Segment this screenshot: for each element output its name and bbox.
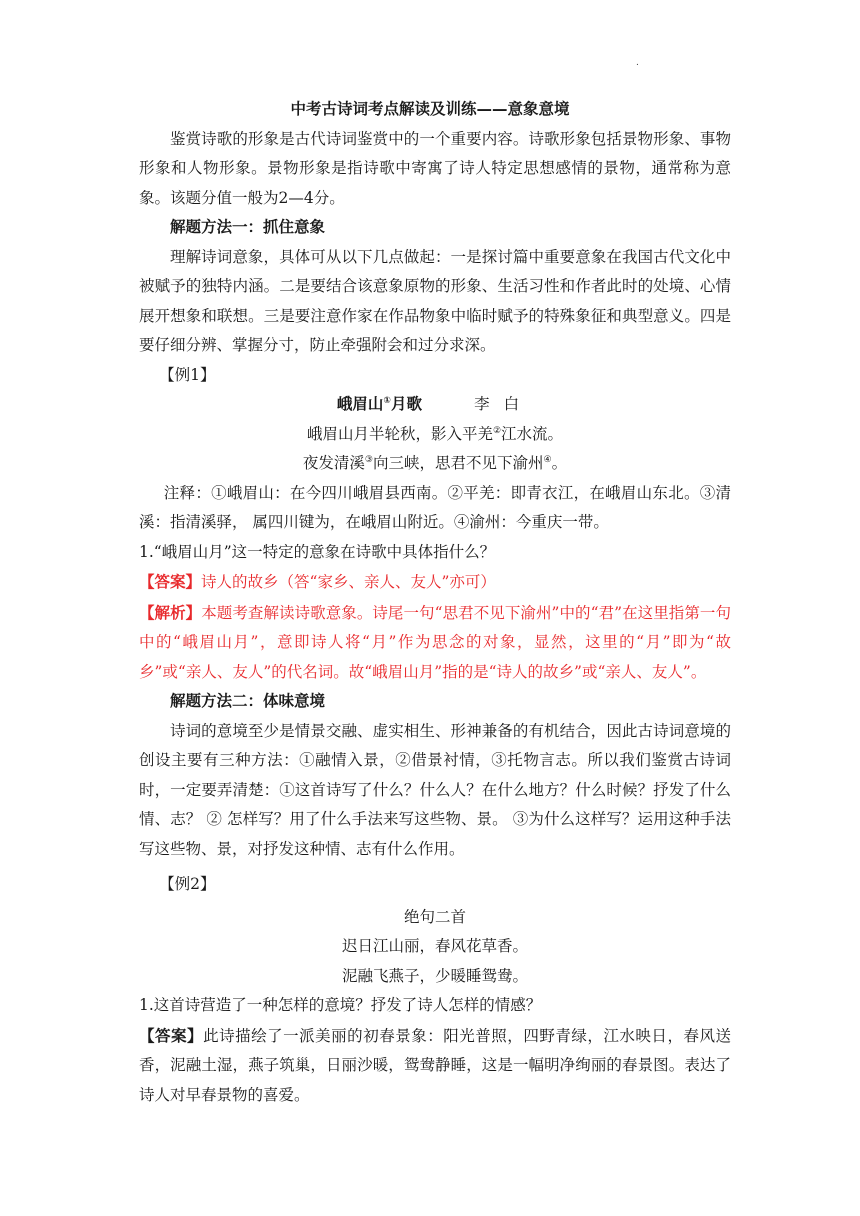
method1-paragraph: 理解诗词意象，具体可从以下几点做起：一是探讨篇中重要意象在我国古代文化中被赋予的独特内涵。二是要结合该意象原物的形象、生活习性和作者此时的处境、心情展开想象和联想。三是要注意作家在作品物象中临时赋予的特殊象征和典型意义。四是要仔细分辨、掌握分寸，防止牵强附会和过分求深。 <box>139 247 731 354</box>
example1-analysis <box>139 598 731 688</box>
method1-heading: 解题方法一：抓住意象 <box>170 218 326 236</box>
poem1-line2-a: 夜发清溪 <box>302 454 365 472</box>
method2-heading: 解题方法二：体味意境 <box>170 692 326 710</box>
page-title: 中考古诗词考点解读及训练——意象意境 <box>290 100 570 118</box>
example2-label: 【例2】 <box>159 875 216 893</box>
poem1-title-footnote: ① <box>383 395 392 406</box>
example1-label: 【例1】 <box>159 365 216 384</box>
answer-text: 诗人的故乡（答“家乡、亲人、友人”亦可） <box>201 573 496 591</box>
intro-paragraph: 鉴赏诗歌的形象是古代诗词鉴赏中的一个重要内容。诗歌形象包括景物形象、事物形象和人物形象。景物形象是指诗歌中寄寓了诗人特定思想感情的景物，通常称为意象。该题分值一般为2—4分。 <box>139 129 731 207</box>
poem1-notes: 注释：①峨眉山：在今四川峨眉县西南。②平羌：即青衣江，在峨眉山东北。③清溪：指清溪驿， 属四川键为，在峨眉山附近。④渝州：今重庆一带。 <box>139 483 731 531</box>
poem1-line2-footnote2: ④ <box>543 454 552 465</box>
document-body <box>139 95 731 1110</box>
example1-question: 1.“峨眉山月”这一特定的意象在诗歌中具体指什么？ <box>139 542 496 561</box>
poem1-line1-footnote: ② <box>492 425 502 436</box>
method2-paragraph: 诗词的意境至少是情景交融、虚实相生、形神兼备的有机结合，因此古诗词意境的创设主要有三种方法：①融情入景，②借景衬情，③托物言志。所以我们鉴赏古诗词时，一定要弄清楚：①这首诗写了什么？什么人？在什么地方？什么时候？抒发了什么情、志？ ② 怎样写？用了什么手法来写这些物、景。 ③为什么这样写？运用这种手法写这些物、景，对抒发这种情、志有什么作用。 <box>139 721 731 858</box>
poem2-line2: 泥融飞燕子，少暖睡鸳鸯。 <box>341 966 528 985</box>
poem1-line1 <box>139 420 731 450</box>
example2-answer <box>139 1021 731 1111</box>
answer-tag: 【答案】 <box>139 572 202 591</box>
poem1-title-line <box>139 390 731 420</box>
poem2-line1: 迟日江山丽，春风花草香。 <box>341 937 528 955</box>
poem1-line2-footnote: ③ <box>364 454 373 465</box>
answer2-tag: 【答案】 <box>139 1025 204 1045</box>
poem1-line2 <box>139 449 731 479</box>
poem1-line1-a: 峨眉山月半轮秋，影入平羌 <box>306 424 493 443</box>
poem1-line2-b: 向三峡，思君不见下渝州 <box>372 454 544 472</box>
poem1-author: 李白 <box>474 395 534 413</box>
example1-answer <box>139 567 731 598</box>
poem2-title: 绝句二首 <box>403 907 466 926</box>
poem1-title-part-a: 峨眉山 <box>336 395 384 413</box>
analysis-tag: 【解析】 <box>139 602 202 622</box>
poem1-line2-c: 。 <box>551 454 568 472</box>
analysis-text: 本题考查解读诗歌意象。诗尾一句“思君不见下渝州”中的“君”在这里指第一句中的“峨眉山月”，意即诗人将“月”作为思念的对象，显然，这里的“月”即为“故乡”或“亲人、友人”的代名词。故“峨眉山月”指的是“诗人的故乡”或“亲人、友人”。 <box>139 603 731 681</box>
example2-question: 1.这首诗营造了一种怎样的意境？抒发了诗人怎样的情感？ <box>139 996 542 1014</box>
poem1-line1-b: 江水流。 <box>501 424 564 443</box>
corner-mark: . <box>636 58 639 68</box>
answer2-text: 此诗描绘了一派美丽的初春景象：阳光普照，四野青绿，江水映日，春风送香，泥融土湿，燕子筑巢，日丽沙暖，鸳鸯静睡，这是一幅明净绚丽的春景图。表达了诗人对早春景物的喜爱。 <box>139 1026 731 1104</box>
poem1-title-part-b: 月歌 <box>391 395 423 413</box>
poem1-title <box>337 395 422 413</box>
